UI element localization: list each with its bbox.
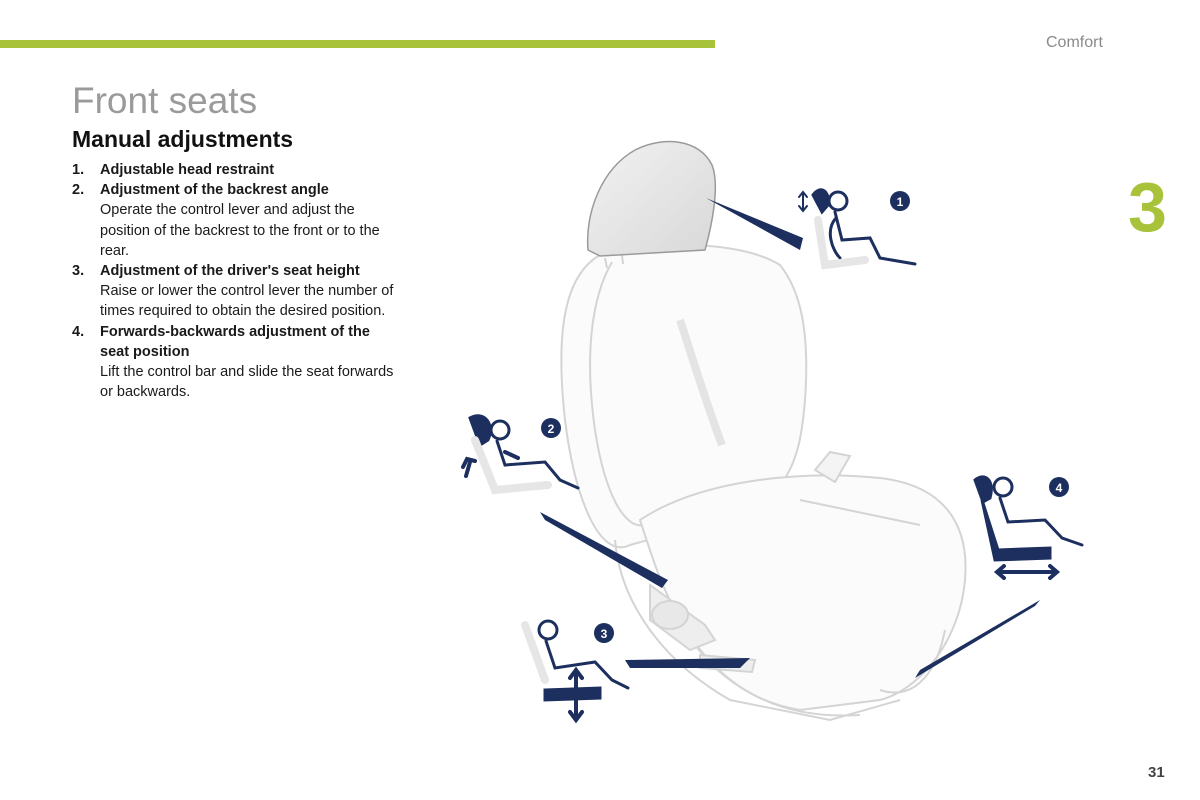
list-item bbox=[72, 322, 402, 403]
step-description: Operate the control lever and adjust the position of the backrest to the front or to the rear. bbox=[100, 202, 380, 259]
seat-illustration bbox=[440, 130, 1100, 740]
callout-label: 1 bbox=[896, 195, 904, 209]
step-number: 1. bbox=[72, 162, 85, 178]
list-item bbox=[72, 160, 402, 180]
step-number: 2. bbox=[72, 182, 85, 199]
header-accent-bar bbox=[0, 40, 715, 48]
step-number: 3. bbox=[72, 263, 85, 280]
page-number: 31 bbox=[1148, 764, 1165, 781]
step-heading: Adjustment of the driver's seat height bbox=[100, 263, 360, 280]
list-item bbox=[72, 180, 402, 261]
chapter-number: 3 bbox=[1128, 168, 1167, 246]
section-subtitle: Manual adjustments bbox=[72, 126, 294, 152]
step-heading: Adjustable head restraint bbox=[100, 162, 275, 178]
callout-label: 3 bbox=[600, 627, 608, 641]
step-description: Lift the control bar and slide the seat forwards or backwards. bbox=[100, 364, 394, 401]
adjustment-list bbox=[72, 160, 402, 402]
step-heading: Adjustment of the backrest angle bbox=[100, 182, 329, 199]
page-title: Front seats bbox=[72, 80, 258, 121]
step-description: Raise or lower the control lever the number of times required to obtain the desired position. bbox=[100, 283, 394, 320]
step-heading: Forwards-backwards adjustment of the seat position bbox=[100, 323, 370, 360]
callout-label: 2 bbox=[547, 422, 555, 436]
step-number: 4. bbox=[72, 323, 85, 340]
section-label: Comfort bbox=[1046, 34, 1103, 51]
callout-label: 4 bbox=[1055, 481, 1063, 495]
seat-outline bbox=[561, 245, 965, 720]
list-item bbox=[72, 261, 402, 322]
head-restraint bbox=[588, 142, 716, 256]
